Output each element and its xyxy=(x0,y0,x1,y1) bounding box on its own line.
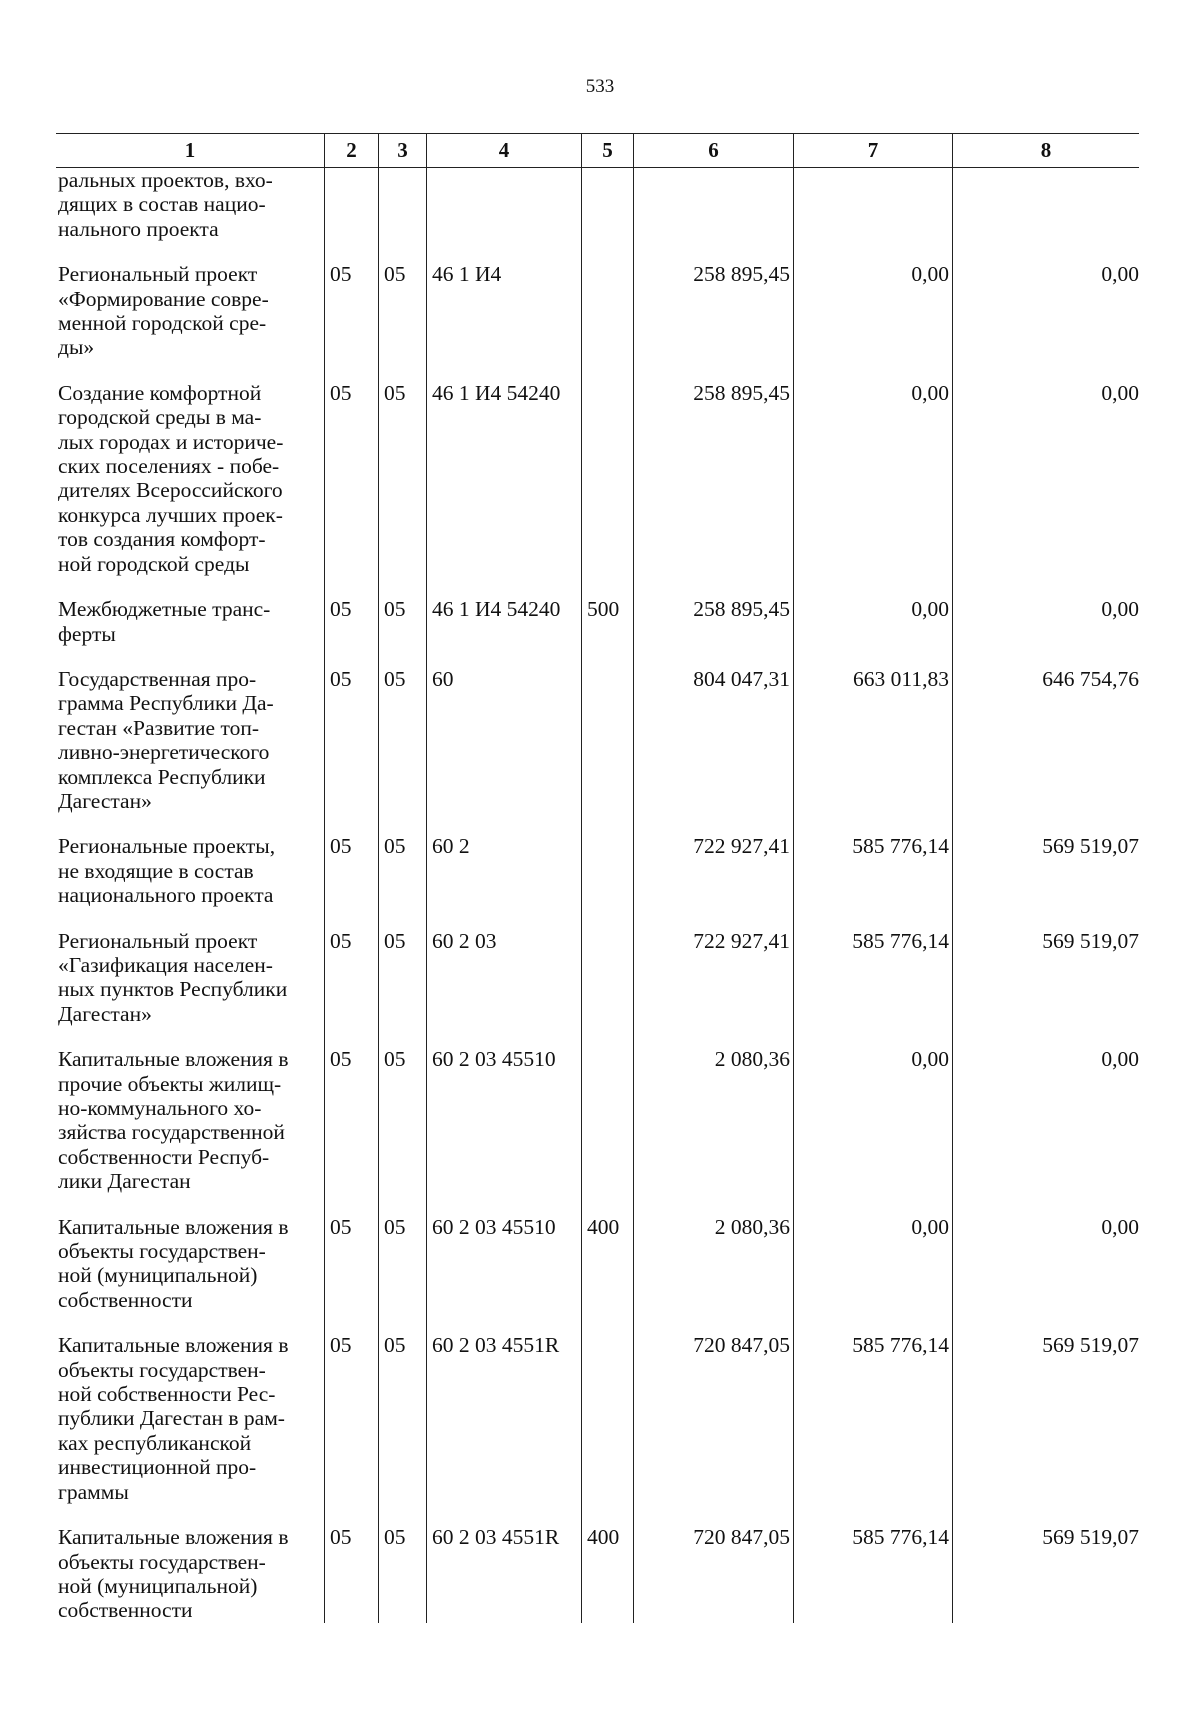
row-spacer xyxy=(56,646,1139,667)
row-target-article: 60 2 03 45510 xyxy=(426,1047,581,1193)
header-col-6: 6 xyxy=(633,134,793,167)
row-section: 05 xyxy=(324,834,378,907)
row-spacer-cell xyxy=(633,360,793,381)
row-spacer xyxy=(56,1026,1139,1047)
row-name-line: «Газификация населен- xyxy=(58,952,273,977)
table-header xyxy=(56,133,1139,168)
row-target-article xyxy=(426,168,581,241)
row-amount-8: 569 519,07 xyxy=(952,929,1139,1027)
row-spacer-cell xyxy=(324,1026,378,1047)
row-amount-6: 722 927,41 xyxy=(633,929,793,1027)
row-spacer xyxy=(56,908,1139,929)
row-spacer xyxy=(56,1504,1139,1525)
row-name-line: менной городской сре- xyxy=(58,311,267,336)
row-amount-8: 0,00 xyxy=(952,1215,1139,1313)
header-col-3: 3 xyxy=(378,134,426,167)
table-row xyxy=(56,168,1139,241)
row-spacer xyxy=(56,1194,1139,1215)
header-col-1: 1 xyxy=(184,138,196,162)
row-section: 05 xyxy=(324,1525,378,1623)
row-amount-6: 258 895,45 xyxy=(633,597,793,646)
row-spacer-cell xyxy=(633,241,793,262)
table-row xyxy=(56,667,1139,813)
header-col-7: 7 xyxy=(793,134,952,167)
row-subsection: 05 xyxy=(378,381,426,576)
row-spacer-cell xyxy=(633,1194,793,1215)
table-row xyxy=(56,1333,1139,1504)
row-name-line: лых городах и историче- xyxy=(58,429,284,454)
row-name-line: Межбюджетные транс- xyxy=(58,597,271,622)
row-spacer-cell xyxy=(581,813,633,834)
row-spacer xyxy=(56,360,1139,381)
row-amount-6: 720 847,05 xyxy=(633,1333,793,1504)
row-name-line: Региональные проекты, xyxy=(58,834,276,859)
row-target-article: 46 1 И4 54240 xyxy=(426,597,581,646)
row-subsection: 05 xyxy=(378,929,426,1027)
row-spacer-cell xyxy=(581,1312,633,1333)
row-spacer-cell xyxy=(378,1504,426,1525)
row-name-line: объекты государствен- xyxy=(58,1239,266,1264)
row-spacer-cell xyxy=(952,1194,1139,1215)
row-section: 05 xyxy=(324,1047,378,1193)
row-amount-7: 0,00 xyxy=(793,1215,952,1313)
row-spacer-cell xyxy=(324,908,378,929)
row-name-line: ливно-энергетического xyxy=(58,740,270,765)
row-spacer-cell xyxy=(952,1026,1139,1047)
row-spacer-cell xyxy=(426,1312,581,1333)
row-name-line: Капитальные вложения в xyxy=(58,1525,289,1550)
row-spacer-cell xyxy=(426,1026,581,1047)
row-subsection: 05 xyxy=(378,834,426,907)
row-spacer-cell xyxy=(378,813,426,834)
row-spacer xyxy=(56,813,1139,834)
row-name xyxy=(56,168,324,241)
row-amount-6: 2 080,36 xyxy=(633,1215,793,1313)
row-expense-type xyxy=(581,834,633,907)
row-spacer-cell xyxy=(952,360,1139,381)
row-name-line: грамма Республики Да- xyxy=(58,691,274,716)
row-name xyxy=(56,597,324,646)
row-amount-8: 569 519,07 xyxy=(952,1525,1139,1623)
row-spacer-cell xyxy=(426,360,581,381)
row-name-line: ной собственности Рес- xyxy=(58,1382,276,1407)
row-name xyxy=(56,1215,324,1313)
row-amount-6: 804 047,31 xyxy=(633,667,793,813)
row-spacer-cell xyxy=(426,1504,581,1525)
row-spacer-cell xyxy=(793,1194,952,1215)
row-name-line: лики Дагестан xyxy=(58,1169,191,1194)
row-amount-8: 569 519,07 xyxy=(952,834,1139,907)
row-amount-8: 0,00 xyxy=(952,1047,1139,1193)
table-row xyxy=(56,834,1139,907)
row-spacer-cell xyxy=(952,1504,1139,1525)
row-amount-7: 585 776,14 xyxy=(793,834,952,907)
row-expense-type xyxy=(581,667,633,813)
row-name-line: ной городской среды xyxy=(58,551,250,576)
row-name xyxy=(56,262,324,360)
row-spacer-cell xyxy=(56,1312,324,1333)
row-amount-8 xyxy=(952,168,1139,241)
row-amount-6: 722 927,41 xyxy=(633,834,793,907)
row-section: 05 xyxy=(324,262,378,360)
row-name-line: ной (муниципальной) xyxy=(58,1263,258,1288)
row-spacer-cell xyxy=(56,1026,324,1047)
row-spacer-cell xyxy=(952,646,1139,667)
row-expense-type xyxy=(581,1333,633,1504)
row-section: 05 xyxy=(324,667,378,813)
row-spacer-cell xyxy=(324,1194,378,1215)
row-amount-6: 258 895,45 xyxy=(633,262,793,360)
row-spacer-cell xyxy=(324,646,378,667)
row-amount-7: 0,00 xyxy=(793,381,952,576)
row-spacer-cell xyxy=(581,241,633,262)
row-name-line: Региональный проект xyxy=(58,262,258,287)
row-spacer xyxy=(56,576,1139,597)
row-spacer-cell xyxy=(793,813,952,834)
row-name xyxy=(56,1333,324,1504)
row-expense-type xyxy=(581,381,633,576)
row-spacer-cell xyxy=(633,1026,793,1047)
row-name-line: Дагестан» xyxy=(58,1001,152,1026)
row-spacer-cell xyxy=(581,1504,633,1525)
row-spacer-cell xyxy=(952,576,1139,597)
row-spacer-cell xyxy=(378,646,426,667)
row-name-line: городской среды в ма- xyxy=(58,405,262,430)
row-spacer-cell xyxy=(378,360,426,381)
row-spacer-cell xyxy=(426,1194,581,1215)
row-spacer-cell xyxy=(378,908,426,929)
row-spacer-cell xyxy=(581,360,633,381)
row-name-line: ной (муниципальной) xyxy=(58,1573,258,1598)
table-row xyxy=(56,262,1139,360)
row-expense-type: 500 xyxy=(581,597,633,646)
row-name-line: не входящие в состав xyxy=(58,858,254,883)
budget-table xyxy=(56,133,1139,1623)
row-spacer-cell xyxy=(426,908,581,929)
row-subsection: 05 xyxy=(378,667,426,813)
row-subsection: 05 xyxy=(378,1215,426,1313)
row-name-line: собственности xyxy=(58,1598,193,1623)
row-amount-6 xyxy=(633,168,793,241)
row-spacer-cell xyxy=(793,360,952,381)
table-row xyxy=(56,1215,1139,1313)
row-spacer-cell xyxy=(793,1504,952,1525)
table-body xyxy=(56,168,1139,1623)
row-name-line: комплекса Республики xyxy=(58,764,266,789)
row-spacer-cell xyxy=(952,813,1139,834)
row-name-line: ды» xyxy=(58,335,95,360)
page-number: 533 xyxy=(585,76,615,97)
row-spacer-cell xyxy=(426,646,581,667)
row-amount-8: 646 754,76 xyxy=(952,667,1139,813)
row-spacer-cell xyxy=(378,1194,426,1215)
row-amount-6: 720 847,05 xyxy=(633,1525,793,1623)
row-spacer-cell xyxy=(633,908,793,929)
row-name-line: объекты государствен- xyxy=(58,1357,266,1382)
row-name-line: дящих в состав нацио- xyxy=(58,192,266,217)
row-name-line: Капитальные вложения в xyxy=(58,1047,289,1072)
row-name xyxy=(56,381,324,576)
table-row xyxy=(56,381,1139,576)
row-name-line: прочие объекты жилищ- xyxy=(58,1071,282,1096)
row-name-line: публики Дагестан в рам- xyxy=(58,1406,285,1431)
row-name-line: нального проекта xyxy=(58,216,219,241)
row-target-article: 60 xyxy=(426,667,581,813)
row-spacer-cell xyxy=(793,1312,952,1333)
row-spacer-cell xyxy=(378,1026,426,1047)
row-name-line: ных пунктов Республики xyxy=(58,977,288,1002)
row-name-line: ральных проектов, вхо- xyxy=(58,168,273,192)
table-row xyxy=(56,1047,1139,1193)
row-name-line: Создание комфортной xyxy=(58,380,262,405)
row-spacer-cell xyxy=(56,576,324,597)
row-name-line: гестан «Развитие топ- xyxy=(58,715,259,740)
row-spacer-cell xyxy=(56,360,324,381)
row-spacer xyxy=(56,1312,1139,1333)
row-name-line: объекты государствен- xyxy=(58,1549,266,1574)
row-spacer-cell xyxy=(633,1312,793,1333)
row-name-line: граммы xyxy=(58,1479,129,1504)
row-spacer xyxy=(56,241,1139,262)
table-row xyxy=(56,597,1139,646)
row-amount-6: 258 895,45 xyxy=(633,381,793,576)
row-amount-8: 569 519,07 xyxy=(952,1333,1139,1504)
row-expense-type xyxy=(581,929,633,1027)
row-amount-7 xyxy=(793,168,952,241)
row-spacer-cell xyxy=(793,576,952,597)
row-spacer-cell xyxy=(324,576,378,597)
row-subsection: 05 xyxy=(378,262,426,360)
row-name-line: ских поселениях - побе- xyxy=(58,454,280,479)
row-name-line: Капитальные вложения в xyxy=(58,1333,289,1358)
row-target-article: 60 2 03 45510 xyxy=(426,1215,581,1313)
row-amount-8: 0,00 xyxy=(952,381,1139,576)
row-target-article: 60 2 03 4551R xyxy=(426,1525,581,1623)
row-target-article: 46 1 И4 54240 xyxy=(426,381,581,576)
row-spacer-cell xyxy=(633,813,793,834)
row-section: 05 xyxy=(324,929,378,1027)
row-spacer-cell xyxy=(426,241,581,262)
row-section: 05 xyxy=(324,381,378,576)
row-section: 05 xyxy=(324,1333,378,1504)
row-spacer-cell xyxy=(793,1026,952,1047)
row-spacer-cell xyxy=(324,241,378,262)
row-section: 05 xyxy=(324,1215,378,1313)
row-amount-8: 0,00 xyxy=(952,597,1139,646)
row-spacer-cell xyxy=(581,576,633,597)
row-expense-type: 400 xyxy=(581,1215,633,1313)
row-expense-type: 400 xyxy=(581,1525,633,1623)
row-spacer-cell xyxy=(324,1312,378,1333)
row-name-line: Региональный проект xyxy=(58,928,258,953)
row-spacer-cell xyxy=(426,813,581,834)
row-name-line: тов создания комфорт- xyxy=(58,527,266,552)
row-name-line: ках республиканской xyxy=(58,1430,252,1455)
row-spacer-cell xyxy=(952,241,1139,262)
header-col-4: 4 xyxy=(426,134,581,167)
row-name-line: Государственная про- xyxy=(58,666,257,691)
row-target-article: 60 2 03 4551R xyxy=(426,1333,581,1504)
row-spacer-cell xyxy=(793,646,952,667)
row-subsection xyxy=(378,168,426,241)
row-spacer-cell xyxy=(581,1026,633,1047)
table-row xyxy=(56,1525,1139,1623)
row-spacer-cell xyxy=(633,576,793,597)
row-spacer-cell xyxy=(581,646,633,667)
row-spacer-cell xyxy=(633,1504,793,1525)
row-section xyxy=(324,168,378,241)
row-spacer-cell xyxy=(56,908,324,929)
row-target-article: 46 1 И4 xyxy=(426,262,581,360)
row-amount-7: 585 776,14 xyxy=(793,1525,952,1623)
row-expense-type xyxy=(581,168,633,241)
row-name-line: дителях Всероссийского xyxy=(58,478,283,503)
row-spacer-cell xyxy=(56,1194,324,1215)
row-spacer-cell xyxy=(56,1504,324,1525)
row-spacer-cell xyxy=(56,646,324,667)
header-col-5: 5 xyxy=(581,134,633,167)
row-expense-type xyxy=(581,1047,633,1193)
row-name-line: инвестиционной про- xyxy=(58,1455,257,1480)
row-amount-7: 0,00 xyxy=(793,1047,952,1193)
row-target-article: 60 2 03 xyxy=(426,929,581,1027)
row-spacer-cell xyxy=(793,908,952,929)
row-name xyxy=(56,834,324,907)
row-spacer-cell xyxy=(952,1312,1139,1333)
row-name-line: конкурса лучших проек- xyxy=(58,502,283,527)
row-spacer-cell xyxy=(378,576,426,597)
row-subsection: 05 xyxy=(378,1525,426,1623)
row-name-line: национального проекта xyxy=(58,883,274,908)
row-subsection: 05 xyxy=(378,597,426,646)
row-subsection: 05 xyxy=(378,1333,426,1504)
row-name-line: Капитальные вложения в xyxy=(58,1214,289,1239)
row-name xyxy=(56,667,324,813)
header-col-2: 2 xyxy=(324,134,378,167)
row-name xyxy=(56,1047,324,1193)
row-name-line: собственности Респуб- xyxy=(58,1144,270,1169)
row-amount-7: 0,00 xyxy=(793,262,952,360)
table-row xyxy=(56,929,1139,1027)
row-spacer-cell xyxy=(426,576,581,597)
row-amount-8: 0,00 xyxy=(952,262,1139,360)
row-amount-7: 585 776,14 xyxy=(793,929,952,1027)
row-target-article: 60 2 xyxy=(426,834,581,907)
row-name xyxy=(56,929,324,1027)
row-spacer-cell xyxy=(581,1194,633,1215)
row-subsection: 05 xyxy=(378,1047,426,1193)
row-spacer-cell xyxy=(378,241,426,262)
row-expense-type xyxy=(581,262,633,360)
row-name-line: Дагестан» xyxy=(58,788,152,813)
row-spacer-cell xyxy=(324,813,378,834)
row-spacer-cell xyxy=(581,908,633,929)
header-col-8: 8 xyxy=(952,134,1139,167)
row-amount-7: 663 011,83 xyxy=(793,667,952,813)
row-spacer-cell xyxy=(952,908,1139,929)
row-spacer-cell xyxy=(633,646,793,667)
row-amount-7: 585 776,14 xyxy=(793,1333,952,1504)
row-name-line: зяйства государственной xyxy=(58,1120,285,1145)
row-name-line: но-коммунального хо- xyxy=(58,1096,262,1120)
row-name-line: ферты xyxy=(58,621,116,646)
row-spacer-cell xyxy=(793,241,952,262)
row-amount-7: 0,00 xyxy=(793,597,952,646)
row-section: 05 xyxy=(324,597,378,646)
row-name xyxy=(56,1525,324,1623)
row-spacer-cell xyxy=(56,813,324,834)
row-name-line: собственности xyxy=(58,1287,193,1312)
row-amount-6: 2 080,36 xyxy=(633,1047,793,1193)
row-spacer-cell xyxy=(378,1312,426,1333)
row-spacer-cell xyxy=(324,1504,378,1525)
row-spacer-cell xyxy=(324,360,378,381)
row-name-line: «Формирование совре- xyxy=(58,286,269,311)
row-spacer-cell xyxy=(56,241,324,262)
